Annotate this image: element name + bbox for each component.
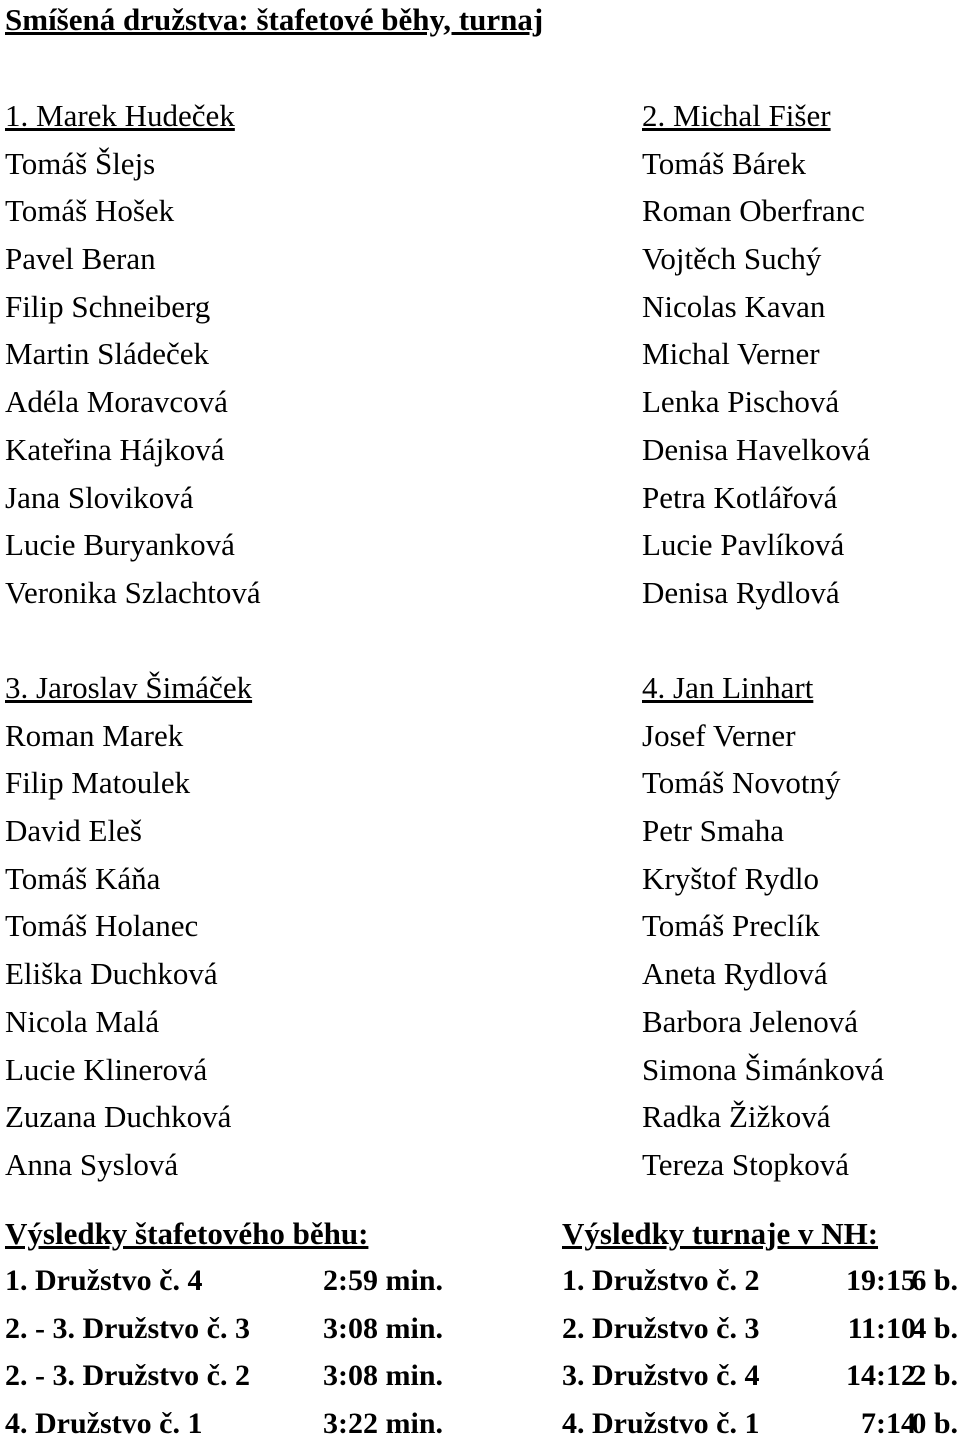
team-member: Roman Oberfranc: [642, 187, 960, 235]
team-member: Lucie Pavlíková: [642, 521, 960, 569]
result-place: 4. Družstvo č. 1: [562, 1400, 759, 1447]
team-member: Filip Schneiberg: [5, 283, 345, 331]
result-place: 4. Družstvo č. 1: [5, 1400, 202, 1447]
team-member: Veronika Szlachtová: [5, 569, 345, 617]
team-member: Tomáš Káňa: [5, 855, 345, 903]
team-member: Lenka Pischová: [642, 378, 960, 426]
result-place: 2. - 3. Družstvo č. 3: [5, 1305, 250, 1353]
team-member: Tomáš Preclík: [642, 902, 960, 950]
result-score: 11:10: [848, 1305, 916, 1353]
result-place: 2. Družstvo č. 3: [562, 1305, 759, 1353]
team-member: Barbora Jelenová: [642, 998, 960, 1046]
team-member: Denisa Havelková: [642, 426, 960, 474]
result-row: [5, 1305, 475, 1353]
team-member: Eliška Duchková: [5, 950, 345, 998]
team-member: Tomáš Bárek: [642, 140, 960, 188]
team-member: Aneta Rydlová: [642, 950, 960, 998]
team-member: Lucie Buryanková: [5, 521, 345, 569]
team-member: Filip Matoulek: [5, 759, 345, 807]
team-member: Josef Verner: [642, 712, 960, 760]
result-row: [562, 1305, 960, 1353]
team-member: Jana Sloviková: [5, 474, 345, 522]
result-time: 3:22 min.: [323, 1400, 443, 1447]
team-member: Michal Verner: [642, 330, 960, 378]
team-1: [5, 92, 345, 617]
team-captain: 2. Michal Fišer: [642, 92, 960, 140]
result-points: 2 b.: [911, 1352, 958, 1400]
team-member: Anna Syslová: [5, 1141, 345, 1189]
team-member: Kateřina Hájková: [5, 426, 345, 474]
relay-results: [5, 1210, 475, 1447]
team-member: David Eleš: [5, 807, 345, 855]
team-member: Kryštof Rydlo: [642, 855, 960, 903]
result-score: 14:12: [846, 1352, 916, 1400]
result-place: 2. - 3. Družstvo č. 2: [5, 1352, 250, 1400]
result-points: 6 b.: [911, 1257, 958, 1305]
team-4: [642, 664, 960, 1189]
team-member: Tomáš Novotný: [642, 759, 960, 807]
result-row: [562, 1400, 960, 1447]
result-points: 4 b.: [911, 1305, 958, 1353]
team-member: Tomáš Hošek: [5, 187, 345, 235]
team-member: Martin Sládeček: [5, 330, 345, 378]
team-member: Pavel Beran: [5, 235, 345, 283]
result-points: 0 b.: [911, 1400, 958, 1447]
team-member: Zuzana Duchková: [5, 1093, 345, 1141]
team-member: Tereza Stopková: [642, 1141, 960, 1189]
relay-results-title: Výsledky štafetového běhu:: [5, 1210, 475, 1257]
team-captain: 4. Jan Linhart: [642, 664, 960, 712]
team-3: [5, 664, 345, 1189]
team-member: Nicolas Kavan: [642, 283, 960, 331]
team-member: Roman Marek: [5, 712, 345, 760]
result-row: [5, 1257, 475, 1305]
result-row: [562, 1352, 960, 1400]
team-member: Adéla Moravcová: [5, 378, 345, 426]
team-member: Petra Kotlářová: [642, 474, 960, 522]
team-member: Nicola Malá: [5, 998, 345, 1046]
result-score: 19:15: [846, 1257, 916, 1305]
team-captain: 3. Jaroslav Šimáček: [5, 664, 345, 712]
result-row: [562, 1257, 960, 1305]
team-member: Tomáš Holanec: [5, 902, 345, 950]
result-row: [5, 1400, 475, 1447]
team-member: Petr Smaha: [642, 807, 960, 855]
tournament-results: [562, 1210, 960, 1447]
team-member: Tomáš Šlejs: [5, 140, 345, 188]
team-member: Denisa Rydlová: [642, 569, 960, 617]
result-score: 7:14: [861, 1400, 916, 1447]
tournament-results-title: Výsledky turnaje v NH:: [562, 1210, 960, 1257]
team-member: Simona Šimánková: [642, 1046, 960, 1094]
result-row: [5, 1352, 475, 1400]
team-member: Radka Žižková: [642, 1093, 960, 1141]
result-time: 3:08 min.: [323, 1305, 443, 1353]
team-captain: 1. Marek Hudeček: [5, 92, 345, 140]
team-2: [642, 92, 960, 617]
team-member: Lucie Klinerová: [5, 1046, 345, 1094]
result-place: 1. Družstvo č. 4: [5, 1257, 202, 1305]
result-time: 3:08 min.: [323, 1352, 443, 1400]
team-member: Vojtěch Suchý: [642, 235, 960, 283]
page-title: Smíšená družstva: štafetové běhy, turnaj: [5, 0, 543, 40]
result-place: 3. Družstvo č. 4: [562, 1352, 759, 1400]
result-place: 1. Družstvo č. 2: [562, 1257, 759, 1305]
result-time: 2:59 min.: [323, 1257, 443, 1305]
